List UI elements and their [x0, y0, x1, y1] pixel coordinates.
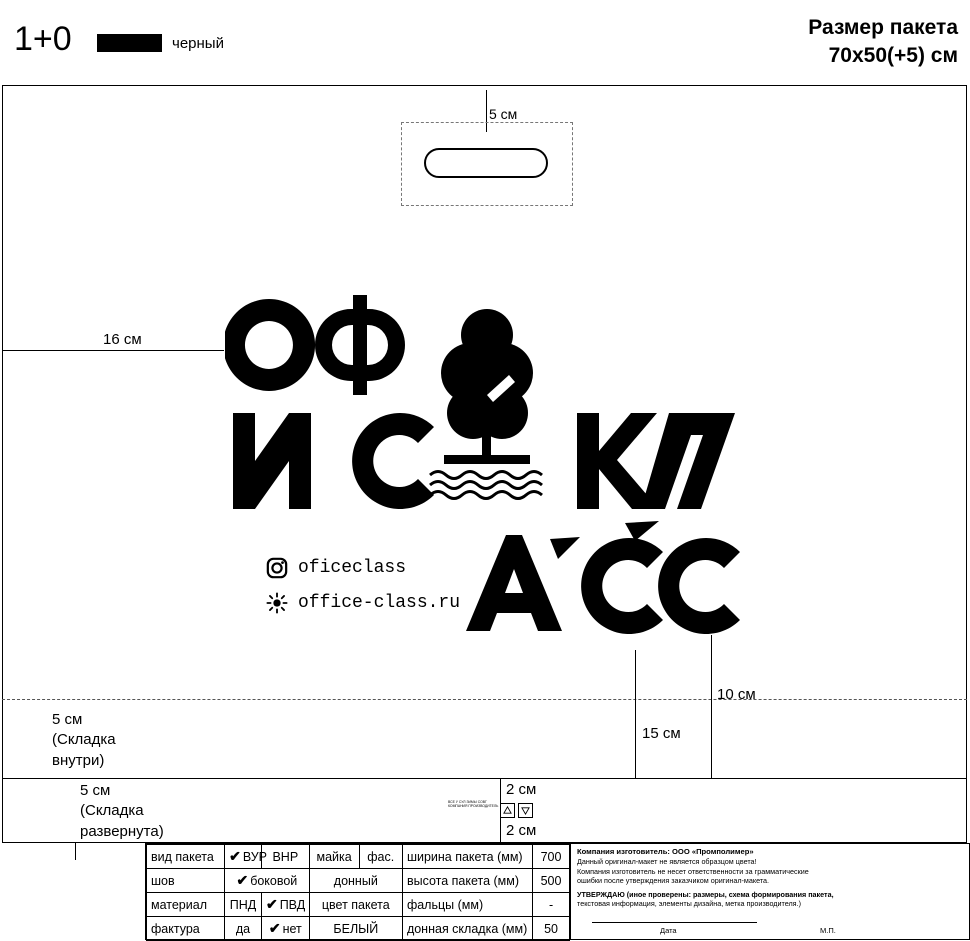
social-block: [266, 553, 506, 623]
spec-option-fas[interactable]: фас.: [359, 845, 402, 869]
approval-line-2: текстовая информация, элементы дизайна, метка производителя.): [577, 899, 801, 909]
website-url: office-class.ru: [298, 593, 461, 613]
label-fold-open: [80, 781, 164, 842]
table-row: [147, 893, 570, 917]
color-swatch: [97, 34, 162, 52]
table-row: [147, 845, 570, 869]
label-2cm-lower: 2 см: [506, 822, 537, 839]
spec-option-pvd[interactable]: [261, 893, 309, 917]
recycle-triangle-icon: [500, 803, 515, 818]
spec-option-bottom-seam[interactable]: донный: [309, 869, 402, 893]
spec-param-height: высота пакета (мм): [402, 869, 532, 893]
color-name-label: черный: [172, 35, 224, 52]
sun-burst-icon: [266, 592, 288, 614]
width-dimension-label: 16 см: [103, 331, 142, 348]
label-fold-inside-l1: 5 см: [52, 711, 83, 728]
legal-line-3: ошибки после утверждения заказчиком оригинал-макета.: [577, 876, 770, 886]
handle-dimension-label: 5 см: [489, 106, 518, 122]
label-fold-open-l1: 5 см: [80, 782, 111, 799]
label-fold-inside-l3: внутри): [52, 751, 105, 769]
label-15cm: 15 см: [642, 725, 681, 742]
spec-label-material: материал: [147, 893, 225, 917]
width-leader-line: [2, 350, 224, 351]
spec-param-gussets: фальцы (мм): [402, 893, 532, 917]
label-10cm: 10 см: [717, 686, 756, 703]
spec-option-pvd-label: ПВД: [279, 898, 306, 912]
spec-option-texture-no[interactable]: [261, 917, 309, 941]
label-fold-inside-l2: (Складка: [52, 731, 116, 749]
legal-line-1: Данный оригинал-макет не является образцом цвета!: [577, 857, 757, 867]
table-row: [147, 869, 570, 893]
label-fold-open-l3: развернута): [80, 822, 164, 840]
label-fold-inside: [52, 710, 116, 771]
spec-value-width: 700: [533, 845, 570, 869]
checkmark-icon: ✔: [229, 848, 241, 864]
spec-value-height: 500: [533, 869, 570, 893]
checkmark-icon: ✔: [265, 896, 278, 912]
spec-label-bag-color: цвет пакета: [309, 893, 402, 917]
do-not-litter-icon: [518, 803, 533, 818]
fold-line-dashed: [2, 699, 967, 700]
specification-panel: [145, 843, 970, 940]
specification-table: [146, 844, 571, 939]
spec-option-texture-no-label: нет: [282, 922, 302, 936]
label-fold-open-l2: (Складка: [80, 802, 144, 820]
website-row[interactable]: [266, 588, 506, 618]
instagram-row[interactable]: [266, 553, 506, 583]
fold-line-solid-upper: [2, 778, 967, 779]
dimension-line-10cm: [711, 635, 712, 778]
spec-value-gussets: -: [533, 893, 570, 917]
legal-line-2: Компания изготовитель не несет ответственности за грамматические: [577, 866, 809, 876]
dimension-line-15cm: [635, 650, 636, 778]
bag-size-value: 70x50(+5) см: [828, 44, 958, 68]
signature-line[interactable]: [592, 922, 757, 923]
checkmark-icon: ✔: [236, 872, 249, 888]
instagram-icon: [266, 557, 288, 579]
spec-param-width: ширина пакета (мм): [402, 845, 532, 869]
table-row: [147, 917, 570, 941]
spec-label-texture: фактура: [147, 917, 225, 941]
checkmark-icon: ✔: [268, 920, 281, 936]
date-label: Дата: [660, 926, 677, 935]
spec-label-seam: шов: [147, 869, 225, 893]
spec-option-vur-label: ВУР: [242, 850, 268, 864]
spec-param-bottom-fold: донная складка (мм): [402, 917, 532, 941]
spec-option-maika[interactable]: майка: [309, 845, 359, 869]
dimension-line-5cm-left: [75, 842, 76, 860]
bag-size-title: Размер пакета: [808, 16, 958, 39]
approval-line-1: УТВЕРЖДАЮ (иное проверены: размеры, схема формирования пакета,: [577, 889, 834, 899]
spec-label-bag-type: вид пакета: [147, 845, 225, 869]
handle-slot: [424, 148, 548, 178]
recycling-line-1: ВСЕ У СУЛ ЗИМЫ СОВГ: [448, 800, 487, 804]
spec-value-bottom-fold: 50: [533, 917, 570, 941]
label-2cm-upper: 2 см: [506, 781, 537, 798]
spec-option-vnr[interactable]: ВНР: [261, 845, 309, 869]
signature-row: [572, 911, 970, 937]
stamp-label: М.П.: [820, 926, 836, 935]
manufacturer-line: Компания изготовитель: ООО «Промполимер»: [577, 847, 754, 856]
spec-option-pnd[interactable]: ПНД: [225, 893, 262, 917]
spec-option-vur[interactable]: [225, 845, 268, 869]
instagram-handle: oficeclass: [298, 558, 407, 578]
spec-value-bag-color: БЕЛЫЙ: [309, 917, 402, 941]
spec-option-texture-yes[interactable]: да: [225, 917, 262, 941]
spec-option-side-seam-label: боковой: [250, 874, 298, 888]
spec-option-side-seam[interactable]: [225, 869, 310, 893]
recycling-line-2: КОМПАНИЯ ПРОИЗВОДИТЕЛЬ: [448, 804, 499, 809]
bag-size-block: [808, 14, 958, 71]
color-count-label: 1+0: [14, 20, 72, 58]
recycling-symbols: [500, 803, 533, 818]
recycling-text-block: [448, 800, 548, 822]
